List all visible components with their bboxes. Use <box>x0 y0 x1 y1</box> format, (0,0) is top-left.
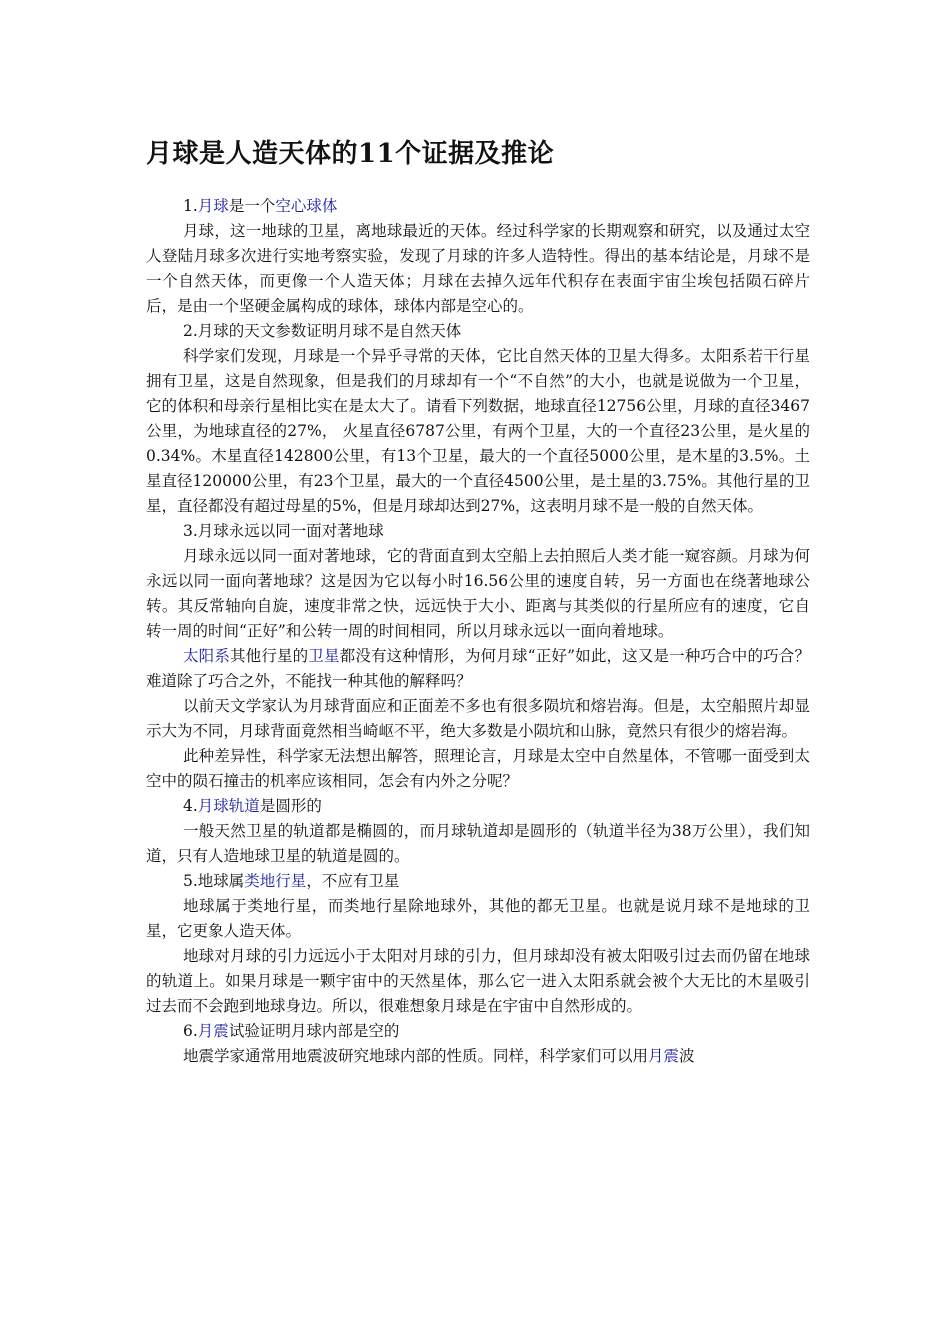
paragraph <box>146 544 810 644</box>
paragraph <box>146 894 810 944</box>
text-run: 都没有这种情形，为何月球“正好”如此，这又是一种巧合中的巧合？难道除了巧合之外，不能找一种其他的解释吗？ <box>146 647 810 690</box>
inline-link[interactable]: 太阳系 <box>183 647 230 665</box>
inline-link[interactable]: 月震 <box>648 1047 680 1065</box>
text-run: 波 <box>679 1047 695 1065</box>
text-run: 地球对月球的引力远远小于太阳对月球的引力，但月球却没有被太阳吸引过去而仍留在地球的轨道上。如果月球是一颗宇宙中的天然星体，那么它一进入太阳系就会被个大无比的木星吸引过去而不会跑到地球身边。所以，很难想象月球是在宇宙中自然形成的。 <box>146 947 810 1015</box>
paragraph <box>146 519 810 544</box>
paragraph <box>146 1044 810 1069</box>
inline-link[interactable]: 月震 <box>197 1022 229 1040</box>
text-run: 月球永远以同一面对著地球，它的背面直到太空船上去拍照后人类才能一窥容颜。月球为何永远以同一面向著地球？这是因为它以每小时16.56公里的速度自转，另一方面也在绕著地球公转。其反常轴向自旋，速度非常之快，远远快于大小、距离与其类似的行星所应有的速度，它自转一周的时间“正好”和公转一周的时间相同，所以月球永远以一面向着地球。 <box>146 547 810 640</box>
paragraph <box>146 1019 810 1044</box>
inline-link[interactable]: 月球轨道 <box>197 797 260 815</box>
document-page <box>146 0 810 1069</box>
page-title: 月球是人造天体的11个证据及推论 <box>146 139 555 169</box>
text-run: 其他行星的 <box>230 647 309 665</box>
text-run: 4. <box>183 797 198 815</box>
paragraph <box>146 794 810 819</box>
paragraph <box>146 644 810 694</box>
text-run: 是一个 <box>228 197 276 215</box>
text-run: 2.月球的天文参数证明月球不是自然天体 <box>183 322 462 340</box>
inline-link[interactable]: 卫星 <box>308 647 340 665</box>
text-run: 科学家们发现，月球是一个异乎寻常的天体，它比自然天体的卫星大得多。太阳系若干行星拥有卫星，这是自然现象，但是我们的月球却有一个“不自然”的大小，也就是说做为一个卫星，它的体积和母亲行星相比实在是太大了。请看下列数据，地球直径12756公里，月球的直径3467公里，为地球直径的27%， 火星直径6787公里，有两个卫星，大的一个直径23公里，是火星的0.34%。木星直径142800公里，有13个卫星，最大的一个直径5000公里，是木星的3.5%。土星直径120000公里，有23个卫星，最大的一个直径4500公里，是土星的3.75%。其他行星的卫星，直径都没有超过母星的5%，但是月球却达到27%，这表明月球不是一般的自然天体。 <box>146 347 810 515</box>
text-run: 1. <box>183 197 198 215</box>
text-run: ，不应有卫星 <box>306 872 400 890</box>
paragraph <box>146 319 810 344</box>
paragraph <box>146 219 810 319</box>
text-run: 地震学家通常用地震波研究地球内部的性质。同样，科学家们可以用 <box>183 1047 649 1065</box>
inline-link[interactable]: 空心球体 <box>275 197 338 215</box>
paragraph <box>146 819 810 869</box>
text-run: 试验证明月球内部是空的 <box>228 1022 400 1040</box>
text-run: 以前天文学家认为月球背面应和正面差不多也有很多陨坑和熔岩海。但是，太空船照片却显示大为不同，月球背面竟然相当崎岖不平，绝大多数是小陨坑和山脉，竟然只有很少的熔岩海。 <box>146 697 810 740</box>
text-run: 5.地球属 <box>183 872 245 890</box>
inline-link[interactable]: 月球 <box>197 197 229 215</box>
paragraph <box>146 194 810 219</box>
text-run: 此种差异性，科学家无法想出解答，照理论言，月球是太空中自然星体，不管哪一面受到太空中的陨石撞击的机率应该相同，怎会有内外之分呢？ <box>146 747 810 790</box>
paragraph <box>146 694 810 744</box>
text-run: 地球属于类地行星，而类地行星除地球外，其他的都无卫星。也就是说月球不是地球的卫星，它更象人造天体。 <box>146 897 810 940</box>
article-body <box>146 194 810 1069</box>
paragraph <box>146 944 810 1019</box>
paragraph <box>146 344 810 519</box>
paragraph <box>146 869 810 894</box>
text-run: 是圆形的 <box>259 797 322 815</box>
inline-link[interactable]: 类地行星 <box>244 872 307 890</box>
paragraph <box>146 744 810 794</box>
text-run: 一般天然卫星的轨道都是椭圆的，而月球轨道却是圆形的（轨道半径为38万公里），我们知道，只有人造地球卫星的轨道是圆的。 <box>146 822 810 865</box>
text-run: 月球，这一地球的卫星，离地球最近的天体。经过科学家的长期观察和研究，以及通过太空人登陆月球多次进行实地考察实验，发现了月球的许多人造特性。得出的基本结论是，月球不是一个自然天体，而更像一个人造天体；月球在去掉久远年代积存在表面宇宙尘埃包括陨石碎片后，是由一个坚硬金属构成的球体，球体内部是空心的。 <box>146 222 810 315</box>
text-run: 6. <box>183 1022 198 1040</box>
text-run: 3.月球永远以同一面对著地球 <box>183 522 384 540</box>
